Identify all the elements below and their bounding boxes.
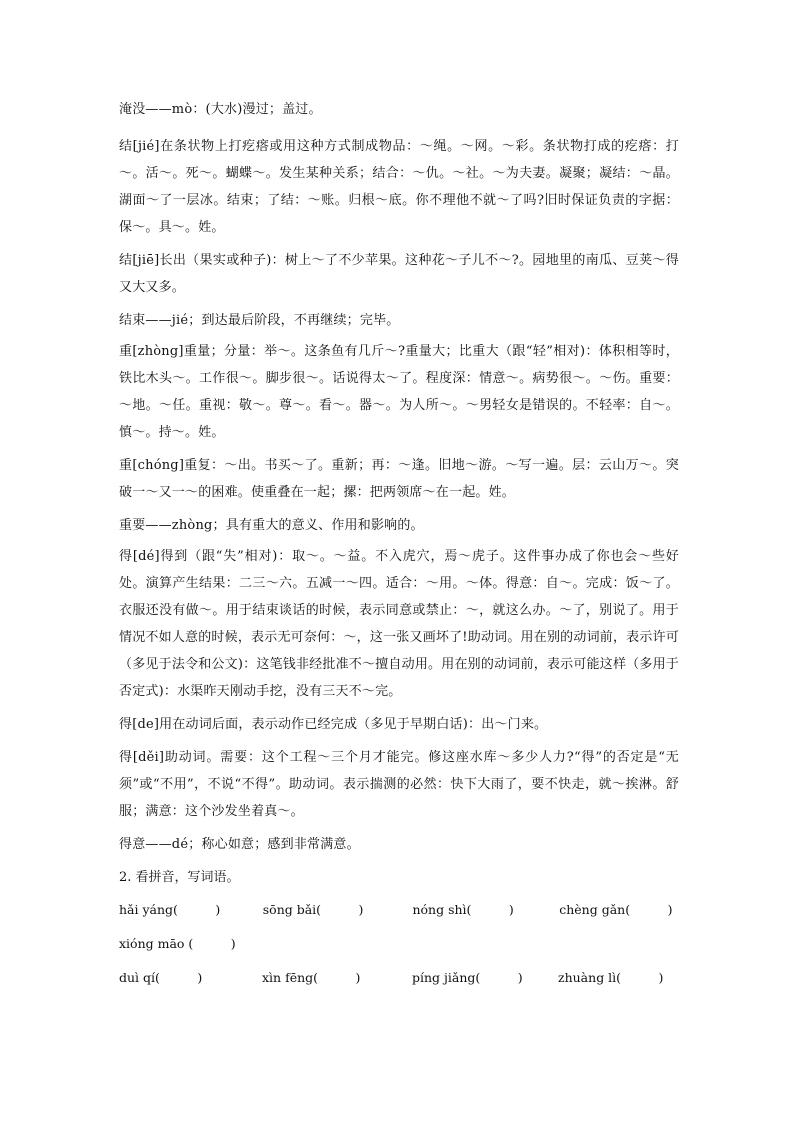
- pinyin-item: duì qí( ): [119, 970, 203, 985]
- definition-jieshu: 结束——jié；到达最后阶段，不再继续；完毕。: [119, 313, 400, 328]
- pinyin-item: nóng shì( ): [412, 902, 514, 917]
- pinyin-item: chèng gǎn( ): [559, 902, 673, 917]
- pinyin-item: hǎi yáng( ): [119, 902, 221, 917]
- pinyin-item: xióng māo ( ): [119, 936, 236, 951]
- pinyin-row: [119, 927, 679, 961]
- definition-yanmo: 淹没——mò：(大水)漫过；盖过。: [119, 102, 322, 117]
- definition-jie-jie2: 结[jié]在条状物上打疙瘩或用这种方式制成物品：～绳。～网。～彩。条状物打成的疙瘩：打～。活～。死～。蝴蝶～。发生某种关系；结合：～仇。～社。～为夫妻。凝聚；凝结：～晶。湖面～了一层冰。结束；了结：～账。归根～底。你不理他不就～了吗?旧时保证负责的字据：保～。具～。姓。: [119, 139, 679, 235]
- pinyin-item: sōng bǎi( ): [262, 902, 364, 917]
- definition-zhong-zhong: 重[zhòng]重量；分量：举～。这条鱼有几斤～?重量大；比重大（跟“轻”相对)：体积相等时，铁比木头～。工作很～。脚步很～。话说得太～了。程度深：情意～。病势很～。～伤。重要：～地。～任。重视：敬～。尊～。看～。器～。为人所～。～男轻女是错误的。不轻率：自～。慎～。持～。姓。: [119, 344, 679, 440]
- pinyin-row: [119, 961, 679, 995]
- definition-de-de: 得[de]用在动词后面，表示动作已经完成（多见于早期白话)：出～门来。: [119, 717, 548, 732]
- definition-deyi: 得意——dé；称心如意；感到非常满意。: [119, 837, 360, 852]
- definition-zhongyao: 重要——zhòng；具有重大的意义、作用和影响的。: [119, 518, 424, 533]
- document-body: [119, 96, 679, 995]
- pinyin-row: [119, 893, 679, 927]
- pinyin-item: xìn fēng( ): [262, 970, 361, 985]
- pinyin-item: zhuàng lì( ): [558, 970, 664, 985]
- definition-de-dei: 得[děi]助动词。需要：这个工程～三个月才能完。修这座水库～多少人力?“得”的否定是“无须”或“不用”，不说“不得”。助动词。表示揣测的必然：快下大雨了，要不快走，就～挨淋。舒服；满意：这个沙发坐着真～。: [119, 750, 679, 819]
- question-heading: 2. 看拼音，写词语。: [119, 870, 240, 885]
- definition-zhong-chong: 重[chóng]重复：～出。书买～了。重新；再：～逢。旧地～游。～写一遍。层：云山万～。突破一～又一～的困难。使重叠在一起；摞：把两领席～在一起。姓。: [119, 458, 679, 500]
- definition-jie-jie1: 结[jiē]长出（果实或种子)：树上～了不少苹果。这种花～子儿不～?。园地里的南瓜、豆荚～得又大又多。: [119, 253, 679, 295]
- definition-de-de2: 得[dé]得到（跟“失”相对)：取～。～益。不入虎穴，焉～虎子。这件事办成了你也会～些好处。演算产生结果：二三～六。五减一～四。适合：～用。～体。得意：自～。完成：饭～了。衣服还没有做～。用于结束谈话的时候，表示同意或禁止：～，就这么办。～了，别说了。用于情况不如人意的时候，表示无可奈何：～，这一张又画坏了!助动词。用在别的动词前，表示许可（多见于法令和公文)：这笔钱非经批准不～擅自动用。用在别的动词前，表示可能这样（多用于否定式)：水渠昨天刚动手挖，没有三天不～完。: [119, 549, 679, 699]
- pinyin-item: píng jiǎng( ): [412, 970, 523, 985]
